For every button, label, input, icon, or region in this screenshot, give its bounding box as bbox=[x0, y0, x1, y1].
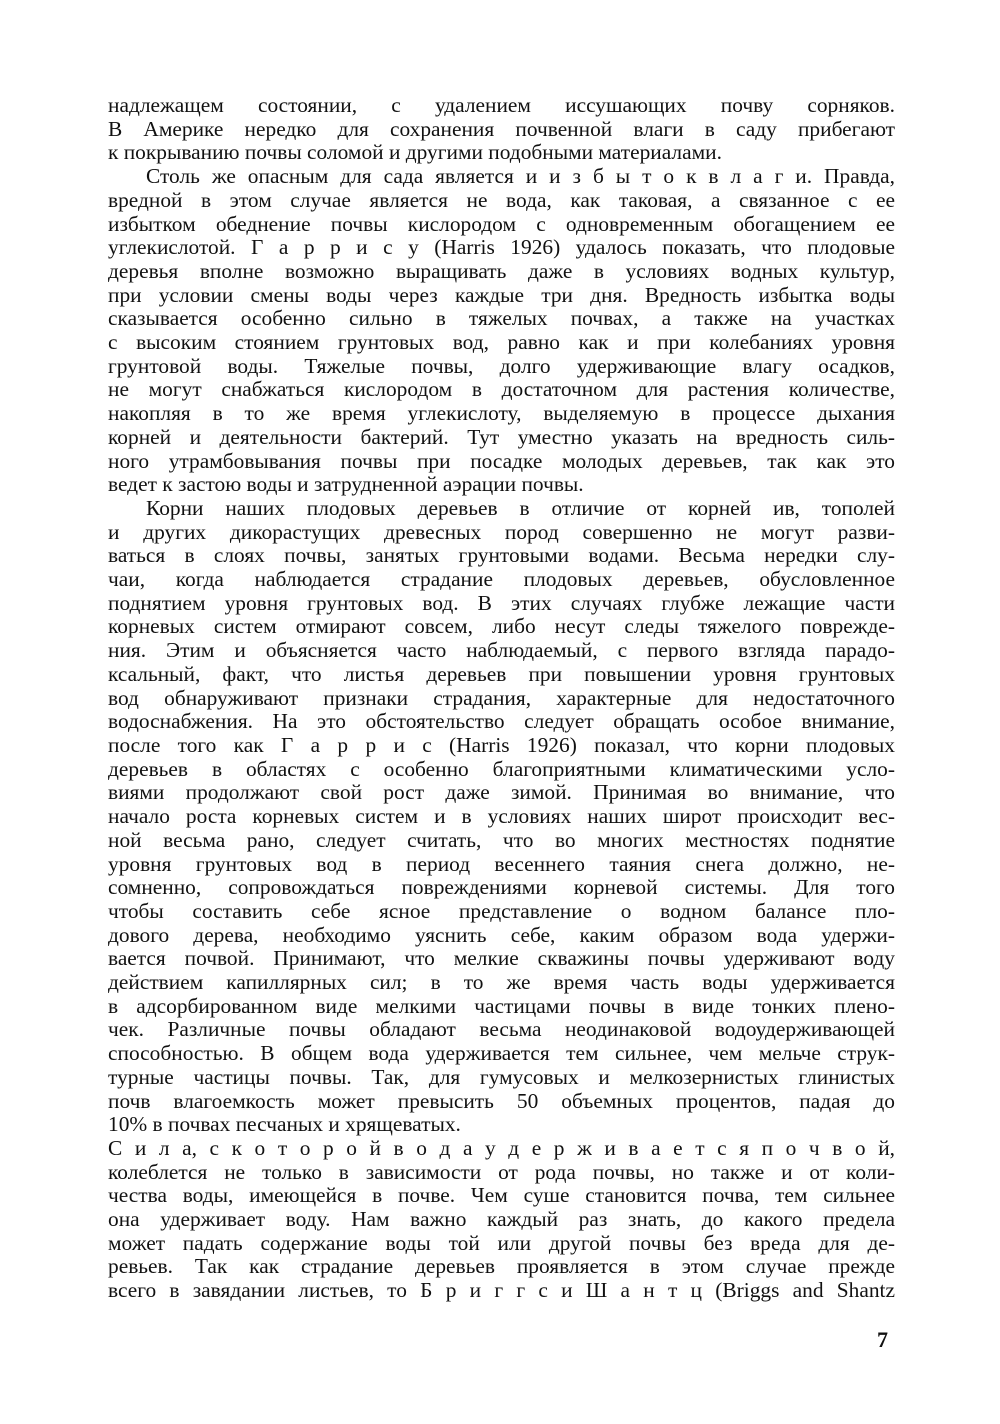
text-line: чек. Различные почвы обладают весьма неодинаковой водоудерживающей bbox=[108, 1017, 895, 1042]
text-line: она удерживает воду. Нам важно каждый раз знать, до какого предела bbox=[108, 1207, 895, 1232]
text-line: ного утрамбовывания почвы при посадке молодых деревьев, так как это bbox=[108, 448, 895, 473]
text-line: в адсорбированном виде мелкими частицами почвы в виде тонких плено- bbox=[108, 993, 895, 1018]
text-line: корневых систем отмирают совсем, либо несут следы тяжелого поврежде- bbox=[108, 614, 895, 639]
text-line: корней и деятельности бактерий. Тут уместно указать на вредность силь- bbox=[108, 424, 895, 449]
paragraph bbox=[108, 1137, 895, 1303]
text-line: деревьев в областях с особенно благоприятными климатическими усло- bbox=[108, 756, 895, 781]
text-line: сказывается особенно сильно в тяжелых почвах, а также на участках bbox=[108, 306, 895, 331]
text-line: уровня грунтовых вод в период весеннего таяния снега должно, не- bbox=[108, 851, 895, 876]
text-line: вредной в этом случае является не вода, как таковая, а связанное с ее bbox=[108, 187, 895, 212]
text-line: Корни наших плодовых деревьев в отличие от корней ив, тополей bbox=[146, 495, 895, 520]
text-line: ревьев. Так как страдание деревьев проявляется в этом случае прежде bbox=[108, 1254, 895, 1279]
text-line: чтобы составить себе ясное представление о водном балансе пло- bbox=[108, 898, 895, 923]
text-line: Столь же опасным для сада является и и з б ы т о к в л а г и. Правда, bbox=[146, 164, 895, 189]
text-line: не могут снабжаться кислородом в достаточном для растения количестве, bbox=[108, 377, 895, 402]
page-number: 7 bbox=[877, 1327, 888, 1352]
page-text bbox=[108, 94, 895, 1303]
text-line: 10% в почвах песчаных и хрящеватых. bbox=[108, 1112, 461, 1137]
text-line: всего в завядании листьев, то Б р и г г с и Ш а н т ц (Briggs and Shantz bbox=[108, 1278, 895, 1303]
text-line: действием капиллярных сил; в то же время часть воды удерживается bbox=[108, 970, 895, 995]
text-line: накопляя в то же время углекислоту, выделяемую в процессе дыхания bbox=[108, 401, 895, 426]
text-line: избытком обеднение почвы кислородом с одновременным обогащением ее bbox=[108, 211, 895, 236]
text-line: ксальный, факт, что листья деревьев при повышении уровня грунтовых bbox=[108, 661, 895, 686]
text-line: чаи, когда наблюдается страдание плодовых деревьев, обусловленное bbox=[108, 567, 895, 592]
text-line: чества воды, имеющейся в почве. Чем суше становится почва, тем сильнее bbox=[108, 1183, 895, 1208]
text-line: углекислотой. Г а р р и с у (Harris 1926) удалось показать, что плодовые bbox=[108, 235, 895, 260]
paragraph bbox=[108, 165, 895, 497]
text-line: ведет к застою воды и затрудненной аэрации почвы. bbox=[108, 472, 584, 497]
paragraph bbox=[108, 94, 895, 165]
paragraph bbox=[108, 497, 895, 1137]
text-line: дового дерева, необходимо уяснить себе, каким образом вода удержи- bbox=[108, 922, 895, 947]
text-line: сомненно, сопровождаться повреждениями корневой системы. Для того bbox=[108, 875, 895, 900]
text-line: грунтовой воды. Тяжелые почвы, долго удерживающие влагу осадков, bbox=[108, 353, 895, 378]
text-line: ния. Этим и объясняется часто наблюдаемый, с первого взгляда парадо- bbox=[108, 638, 895, 663]
text-line: деревья вполне возможно выращивать даже в условиях водных культур, bbox=[108, 258, 895, 283]
text-line: виями продолжают свой рост даже зимой. Принимая во внимание, что bbox=[108, 780, 895, 805]
text-line: ваться в слоях почвы, занятых грунтовыми водами. Весьма нередки слу- bbox=[108, 543, 895, 568]
text-line: В Америке нередко для сохранения почвенной влаги в саду прибегают bbox=[108, 116, 895, 141]
text-line: с высоким стоянием грунтовых вод, равно как и при колебаниях уровня bbox=[108, 330, 895, 355]
text-line: почв влагоемкость может превысить 50 объемных процентов, падая до bbox=[108, 1088, 895, 1113]
text-line: С и л а, с к о т о р о й в о д а у д е р ж и в а е т с я п о ч в о й, bbox=[108, 1135, 895, 1160]
text-line: и других дикорастущих древесных пород совершенно не могут разви- bbox=[108, 519, 895, 544]
text-line: вается почвой. Принимают, что мелкие скважины почвы удерживают воду bbox=[108, 946, 895, 971]
text-line: надлежащем состоянии, с удалением иссушающих почву сорняков. bbox=[108, 93, 895, 117]
text-line: к покрыванию почвы соломой и другими подобными материалами. bbox=[108, 140, 722, 165]
text-line: ной весьма рано, следует считать, что во многих местностях поднятие bbox=[108, 827, 895, 852]
text-line: турные частицы почвы. Так, для гумусовых и мелкозернистых глинистых bbox=[108, 1064, 895, 1089]
text-line: после того как Г а р р и с (Harris 1926) показал, что корни плодовых bbox=[108, 732, 895, 757]
text-line: может падать содержание воды той или другой почвы без вреда для де- bbox=[108, 1230, 895, 1255]
text-line: способностью. В общем вода удерживается тем сильнее, чем мельче струк- bbox=[108, 1041, 895, 1066]
text-line: вод обнаруживают признаки страдания, характерные для недостаточного bbox=[108, 685, 895, 710]
text-line: водоснабжения. На это обстоятельство следует обращать особое внимание, bbox=[108, 709, 895, 734]
text-line: начало роста корневых систем и в условиях наших широт происходит вес- bbox=[108, 804, 895, 829]
text-line: поднятием уровня грунтовых вод. В этих случаях глубже лежащие части bbox=[108, 590, 895, 615]
text-line: колеблется не только в зависимости от рода почвы, но также и от коли- bbox=[108, 1159, 895, 1184]
text-line: при условии смены воды через каждые три дня. Вредность избытка воды bbox=[108, 282, 895, 307]
